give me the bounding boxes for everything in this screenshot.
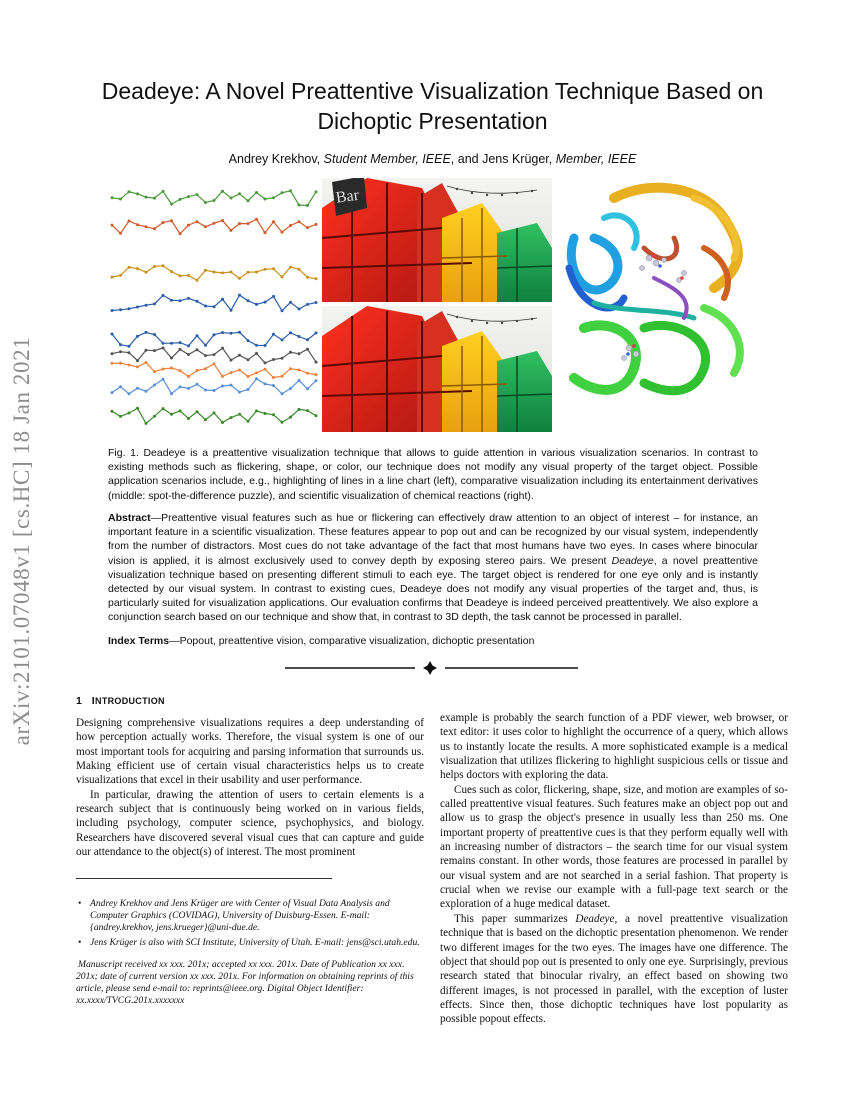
chart-point [247,299,250,302]
chart-point [281,191,284,194]
chart-point [289,331,292,334]
chart-point [119,385,122,388]
divider-star-icon [423,661,437,675]
chart-point [187,274,190,277]
chart-point [247,271,250,274]
chart-point [238,413,241,416]
chart-point [162,221,165,224]
chart-point [255,218,258,221]
chart-point [111,196,114,199]
chart-point [315,361,318,364]
chart-point [136,306,139,309]
chart-point [204,344,207,347]
chart-point [306,204,309,207]
chart-point [213,389,216,392]
right-paragraph-3-rest: , a novel preattentive visualization technique that is based on the dichoptic presentation phenomenon. We render two different images for the two eyes. The images have one difference. The object that should pop out is presented to only one eye. Surprisingly, previous research stated that binocular rivalry, an effect based on showing two different images, is not processed in parallel, with the exception of luster effects. Since then, those dichoptic techniques have lost popularity as possible popout effects. [440,912,788,1026]
chart-point [281,421,284,424]
chart-point [289,301,292,304]
chart-point [264,344,267,347]
chart-point [306,387,309,390]
chart-point [298,352,301,355]
chart-point [170,357,173,360]
chart-point [264,412,267,415]
figure-caption: Fig. 1. Deadeye is a preattentive visualization technique that allows to guide attention in various visualization scenarios. In contrast to existing methods such as flickering, shape, or color, our technique does not modify any visual property of the target object. Possible application scenarios include, e.g., highlighting of lines in a line chart (left), comparative visualization including its entertainment derivatives (middle: spot-the-difference puzzle), and scientific visualization of chemical reactions (right). [108,447,758,502]
chart-point [272,376,275,379]
chart-point [264,301,267,304]
chart-point [255,352,258,355]
chart-point [230,332,233,335]
chart-point [119,350,122,353]
chart-point [145,196,148,199]
abstract-text-2: , a novel preattentive visualization technique based on presenting different stimuli to each eye. The target object is rendered for one eye only and is instantly detected by our visual system. In contrast to existing cues, Deadeye does not modify any visual properties of the target and, thus, is particularly suited for visualization applications. Our evaluation confirms that Deadeye is indeed perceived preattentively. We also explore a conjunction search based on our technique and show that, in contrast to 3D depth, the task cannot be processed in parallel. [108,554,758,624]
chart-point [128,307,131,310]
chart-point [230,271,233,274]
chart-point [162,378,165,381]
chart-point [247,358,250,361]
chart-point [221,298,224,301]
chart-point [247,388,250,391]
chart-point [238,294,241,297]
chart-point [255,344,258,347]
chart-point [153,384,156,387]
chart-point [119,343,122,346]
chart-point [247,420,250,423]
chart-point [306,338,309,341]
chart-point [238,331,241,334]
author-joiner: , and Jens Krüger, [450,152,553,166]
chart-point [255,303,258,306]
chart-point [230,197,233,200]
chart-point [179,232,182,235]
author-1-role: Student Member, IEEE [323,152,451,166]
chart-point [179,274,182,277]
chart-point [170,219,173,222]
chart-point [187,297,190,300]
footnote-rule [76,878,332,879]
chart-point [145,304,148,307]
chart-point [204,305,207,308]
chart-point [111,333,114,336]
chart-point [187,344,190,347]
section-heading [76,695,165,707]
chart-line-1 [112,191,316,206]
right-paragraph-3-start: This paper summarizes [454,912,576,925]
arxiv-stamp: arXiv:2101.07048v1 [cs.HC] 18 Jan 2021 [9,336,34,746]
chart-point [145,331,148,334]
chart-point [162,294,165,297]
chart-point [196,300,199,303]
chart-point [170,413,173,416]
right-paragraph-3 [440,912,788,1027]
chart-point [179,409,182,412]
section-divider [280,658,580,678]
chart-point [119,308,122,311]
chart-point [255,371,258,374]
chart-point [196,279,199,282]
chart-point [128,190,131,193]
chart-point [213,333,216,336]
chart-point [315,373,318,376]
chart-point [128,345,131,348]
chart-point [128,364,131,367]
chart-point [179,341,182,344]
abstract-technique-name: Deadeye [611,554,654,567]
author-1-name: Andrey Krekhov, [228,152,321,166]
chart-point [111,224,114,227]
chart-point [153,302,156,305]
chart-point [136,192,139,195]
chart-point [196,383,199,386]
chart-point [315,414,318,417]
index-terms [108,634,758,648]
chart-point [153,333,156,336]
left-paragraph-1: Designing comprehensive visualizations requires a deep understanding of how perception actually works. Therefore, the visual system is one of our most important tools for acquiring and parsing information that surrounds us. Making efficient use of certain visual characteristics helps us to create visualizations that excel in their usability and user performance. [76,717,424,787]
chart-point [162,264,165,267]
chart-point [179,348,182,351]
chart-point [128,266,131,269]
chart-point [145,225,148,228]
chart-point [119,232,122,235]
chart-point [213,271,216,274]
chart-point [264,231,267,234]
chart-point [119,274,122,277]
chart-point [136,335,139,338]
chart-point [306,348,309,351]
chart-point [289,367,292,370]
author-line [80,152,785,166]
chart-point [255,271,258,274]
chart-point [255,409,258,412]
abstract-label: Abstract [108,512,151,524]
index-terms-text: —Popout, preattentive vision, comparative visualization, dichoptic presentation [169,635,535,647]
chart-point [213,353,216,356]
chart-point [289,387,292,390]
chart-point [179,385,182,388]
chart-point [238,391,241,394]
chart-point [136,387,139,390]
chart-point [128,220,131,223]
chart-point [221,421,224,424]
manuscript-note: Manuscript received xx xxx. 201x; accepted xx xxx. 201x. Date of Publication xx xxx. 201x; date of current version xx xxx. 201x. For information on obtaining reprints of this article, please send e-mail to: reprints@ieee.org. Digital Object Identifier: xx.xxxx/TVCG.201x.xxxxxxx [76,958,414,1007]
chart-point [119,198,122,201]
chart-point [162,342,165,345]
right-paragraph-1: example is probably the search function of a PDF viewer, web browser, or text editor: it uses color to highlight the occurrence of a query, which allows us to instantly locate the results. A more sophisticated example is a medical visualization that utilizes flickering to highlight suspicious cells or tissue and helps doctors with exploring the data. [440,712,788,782]
chart-point [238,354,241,357]
chart-point [196,193,199,196]
chart-point [204,354,207,357]
chart-point [162,368,165,371]
author-2-role: Member, IEEE [555,152,637,166]
chart-point [179,299,182,302]
chart-point [136,267,139,270]
chart-point [153,415,156,418]
chart-point [298,379,301,382]
chart-point [187,195,190,198]
chart-point [298,220,301,223]
chart-point [221,219,224,222]
line-chart-graphic [108,178,320,432]
chart-point [145,349,148,352]
chart-point [111,391,114,394]
chart-point [136,223,139,226]
chart-point [111,362,114,365]
chart-point [196,220,199,223]
chart-point [306,372,309,375]
chart-point [119,415,122,418]
chart-point [315,379,318,382]
chart-point [170,299,173,302]
chart-point [289,416,292,419]
chart-point [196,348,199,351]
chart-point [230,359,233,362]
protein-ribbon-graphic [554,178,756,398]
chart-point [162,347,165,350]
chart-point [179,198,182,201]
chart-point [204,418,207,421]
chart-point [247,199,250,202]
chart-point [238,277,241,280]
chart-point [170,203,173,206]
chart-point [306,226,309,229]
chart-point [204,269,207,272]
chart-point [298,408,301,411]
chart-point [153,197,156,200]
chart-point [213,411,216,414]
chart-point [238,192,241,195]
chart-line-4 [112,295,316,311]
chart-point [281,392,284,395]
chart-point [187,417,190,420]
chart-point [306,409,309,412]
chart-point [187,224,190,227]
chart-point [238,369,241,372]
chart-point [289,266,292,269]
index-terms-label: Index Terms [108,635,170,647]
chart-point [170,270,173,273]
chart-point [221,375,224,378]
chart-point [298,335,301,338]
chart-point [204,389,207,392]
greenhouse-scene-bottom [322,306,552,432]
chart-point [315,332,318,335]
chart-point [179,369,182,372]
chart-point [264,361,267,364]
chart-point [281,375,284,378]
chart-point [315,277,318,280]
chart-point [204,367,207,370]
chart-point [145,422,148,425]
chart-point [230,229,233,232]
chart-point [289,189,292,192]
chart-point [136,359,139,362]
chart-point [315,190,318,193]
chart-point [298,268,301,271]
chart-point [128,412,131,415]
chart-point [315,223,318,226]
molecule-visualization [554,178,756,398]
chart-point [289,351,292,354]
chart-point [272,333,275,336]
chart-point [111,276,114,279]
chart-point [230,416,233,419]
chart-point [145,361,148,364]
paper-title: Deadeye: A Novel Preattentive Visualization Technique Based on Dichoptic Presentation [101,78,764,134]
chart-point [128,351,131,354]
chart-point [111,352,114,355]
chart-point [255,191,258,194]
chart-point [281,275,284,278]
chart-point [136,407,139,410]
chart-point [281,357,284,360]
chart-point [298,308,301,311]
abstract-text-1: —Preattentive visual features such as hue or flickering can effectively draw attention to an object of interest – for instance, an important feature in a scientific visualization. These features appear to pop out and can be recognized by our visual system, independently from the number of distractors. Most cues do not take advantage of the fact that most humans have two eyes. In cases where binocular vision is applied, it is almost exclusively used to convey depth by exposing stereo pairs. We present [108,512,758,567]
chart-point [213,199,216,202]
chart-point [221,331,224,334]
chart-point [196,410,199,413]
chart-point [162,407,165,410]
chart-point [145,390,148,393]
bar-sign-text: Bar [334,186,361,207]
puzzle-image-top [322,178,552,302]
chart-point [289,224,292,227]
chart-point [196,369,199,372]
chart-point [230,371,233,374]
chart-point [230,384,233,387]
chart-point [298,369,301,372]
chart-point [170,392,173,395]
chart-point [272,220,275,223]
chart-point [247,375,250,378]
chart-point [213,305,216,308]
chart-point [221,347,224,350]
left-paragraph-2: In particular, drawing the attention of users to certain elements is a research subject that is continuously being worked on in various fields, including psychology, computer science, psychophysics, and biology. Researchers have discovered several visual cues that can capture and guide our attendance to the object(s) of interest. The most prominent [76,788,424,859]
chart-point [153,349,156,352]
chart-point [298,204,301,207]
right-paragraph-2: Cues such as color, flickering, shape, size, and motion are examples of so-called preattentive visual features. Such features make an object pop out and allow us to grasp the object's presence in usually less than 250 ms. One important property of preattentive cues is that they perform equally well with an increasing number of distractors – the search time for our visual system remains constant. In other words, those features are processed in parallel by our visual system and are not searched in a serial fashion. That property is crucial when we revise our example with a full-page text search or the exploration of a huge medical dataset. [440,783,788,911]
chart-point [153,265,156,268]
chart-point [255,377,258,380]
chart-point [247,222,250,225]
chart-point [111,309,114,312]
chart-point [187,353,190,356]
section-number: 1 [76,695,83,707]
chart-point [272,413,275,416]
chart-point [204,201,207,204]
chart-point [204,225,207,228]
teaser-figure [108,178,756,432]
line-chart-panel [108,178,320,432]
chart-point [306,303,309,306]
chart-point [196,334,199,337]
chart-point [272,358,275,361]
chart-point [272,384,275,387]
puzzle-image-bottom [322,306,552,432]
chart-point [315,301,318,304]
chart-point [162,190,165,193]
footnote-affiliation: • Andrey Krekhov and Jens Krüger are with Center of Visual Data Analysis and Computer Graphics (COVIDAG), University of Duisburg-Essen. E-mail: {andrey.krekhov, jens.krueger}@uni-due.de. [90,898,424,935]
right-column [440,711,788,1027]
chart-point [119,362,122,365]
chart-point [230,309,233,312]
chart-point [264,382,267,385]
chart-point [272,295,275,298]
left-column [76,716,424,859]
chart-point [281,231,284,234]
chart-point [272,196,275,199]
chart-point [170,342,173,345]
chart-point [247,339,250,342]
chart-point [153,227,156,230]
chart-point [187,387,190,390]
chart-point [128,392,131,395]
chart-point [170,367,173,370]
chart-point [264,368,267,371]
footnotes [76,898,424,1008]
section-title-rest: NTRODUCTION [95,696,165,706]
chart-point [111,410,114,413]
chart-point [153,370,156,373]
chart-point [221,385,224,388]
section-title-initial: I [91,695,96,707]
chart-point [264,268,267,271]
chart-point [136,365,139,368]
chart-point [238,222,241,225]
abstract [108,511,758,625]
right-paragraph-3-name: Deadeye [575,912,615,925]
chart-line-2 [112,219,316,234]
chart-point [221,271,224,274]
chart-point [281,338,284,341]
chart-point [213,222,216,225]
chart-point [264,198,267,201]
chart-point [306,276,309,279]
footnote-sci-institute: • Jens Krüger is also with SCI Institute, University of Utah. E-mail: jens@sci.utah.edu. [90,937,424,949]
chart-point [272,267,275,270]
chart-point [213,362,216,365]
chart-point [281,309,284,312]
chart-point [221,190,224,193]
chart-line-9 [112,408,316,423]
greenhouse-scene-top [322,178,552,302]
chart-point [187,375,190,378]
chart-point [145,271,148,274]
